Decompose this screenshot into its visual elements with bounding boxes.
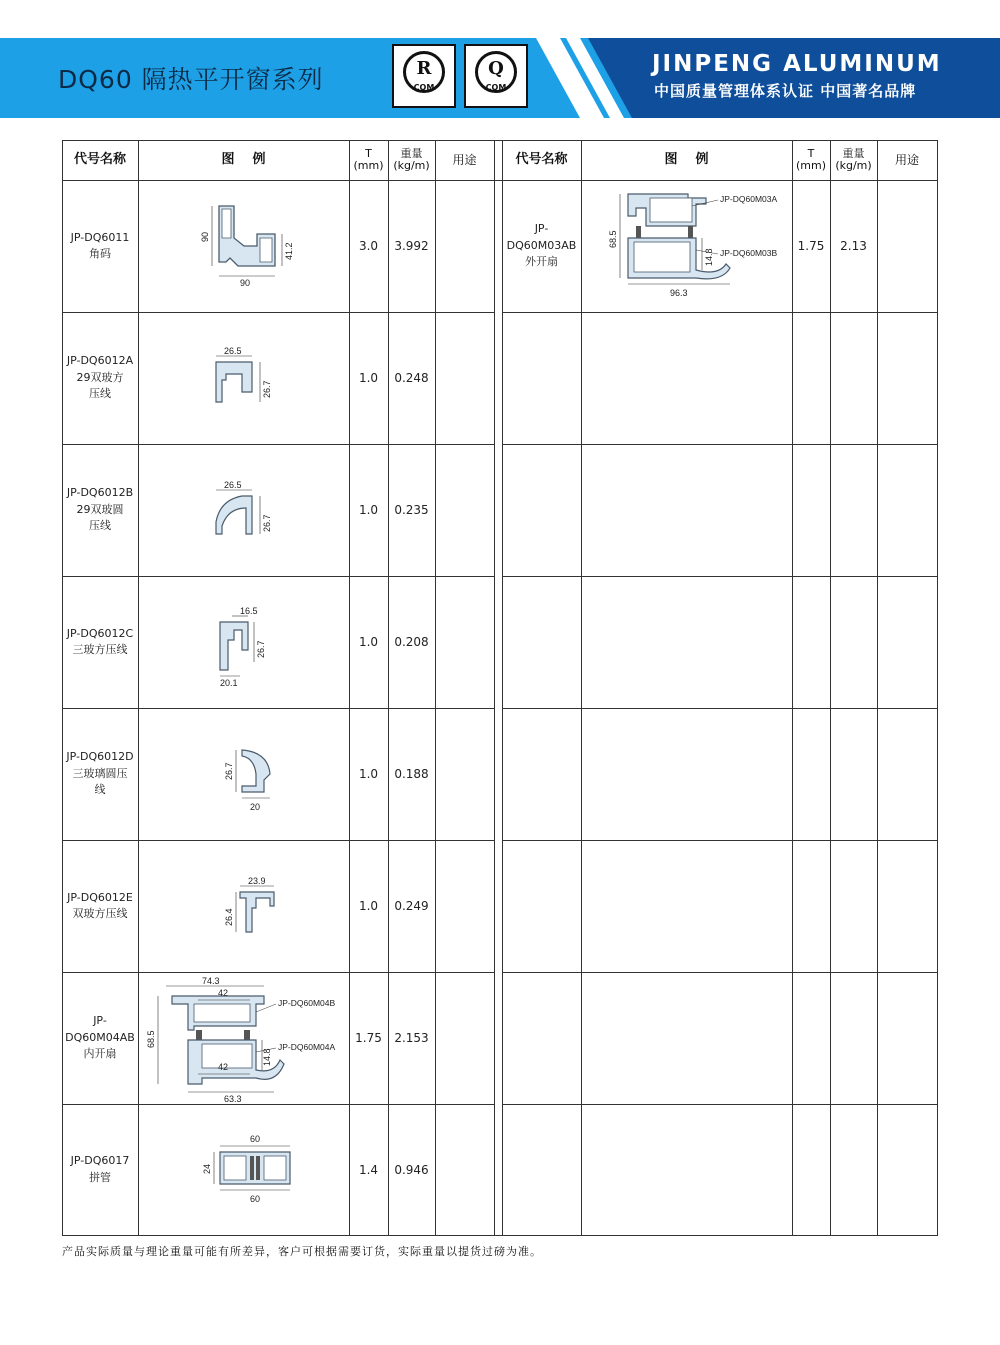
header-code: 代号名称 bbox=[515, 152, 568, 168]
badge-text: CQM bbox=[485, 83, 507, 92]
header-code: 代号名称 bbox=[73, 152, 126, 168]
page-title: DQ60 隔热平开窗系列 bbox=[58, 65, 324, 94]
profile-name: 角码 bbox=[88, 247, 111, 260]
profile-code: JP-DQ6012B bbox=[66, 486, 134, 500]
part-label: JP-DQ60M04B bbox=[278, 998, 336, 1008]
table-border-bottom bbox=[62, 1235, 938, 1236]
profile-name: 内开扇 bbox=[83, 1047, 117, 1061]
dim-label: 42 bbox=[218, 988, 229, 998]
page-header bbox=[0, 0, 1000, 118]
thickness-value: 1.0 bbox=[358, 371, 379, 385]
thickness-value: 1.75 bbox=[797, 239, 825, 253]
dim-label: 41.2 bbox=[284, 242, 294, 260]
profile-drawing bbox=[202, 474, 292, 558]
profile-code: JP-DQ6012C bbox=[66, 626, 134, 640]
column-line bbox=[877, 140, 878, 1236]
row-code-cell bbox=[62, 708, 138, 840]
weight-value: 2.13 bbox=[840, 239, 867, 253]
profile-name: 29双玻圆 压线 bbox=[76, 502, 124, 533]
thickness-value: 1.0 bbox=[358, 635, 379, 649]
profile-name: 29双玻方 压线 bbox=[76, 370, 124, 401]
profile-spec-table bbox=[62, 140, 938, 1236]
badge-glyph: Q bbox=[488, 58, 504, 79]
part-label: JP-DQ60M04A bbox=[278, 1042, 336, 1052]
header-t: T (mm) bbox=[795, 147, 826, 172]
thickness-value: 1.0 bbox=[358, 767, 379, 781]
part-label: JP-DQ60M03A bbox=[720, 194, 778, 204]
weight-value: 0.235 bbox=[394, 503, 429, 517]
weight-value: 3.992 bbox=[394, 239, 429, 253]
thickness-value: 1.0 bbox=[358, 899, 379, 913]
dim-label: 14.8 bbox=[704, 248, 714, 266]
row-code-cell bbox=[62, 840, 138, 972]
row-divider bbox=[502, 576, 938, 577]
column-line bbox=[435, 140, 436, 1236]
profile-name: 三玻方压线 bbox=[72, 643, 128, 656]
certification-badge-q bbox=[464, 44, 528, 108]
dim-label: 24 bbox=[202, 1163, 212, 1174]
profile-drawing bbox=[212, 740, 302, 824]
dim-label: 26.7 bbox=[262, 380, 272, 398]
profile-drawing bbox=[202, 340, 292, 424]
profile-name: 双玻方压线 bbox=[72, 907, 128, 920]
profile-drawing bbox=[212, 870, 302, 954]
header-t: T (mm) bbox=[353, 147, 384, 172]
dim-label: 63.3 bbox=[224, 1094, 242, 1104]
header-figure: 图 例 bbox=[221, 152, 266, 168]
row-divider bbox=[502, 840, 938, 841]
header-use: 用途 bbox=[452, 152, 477, 167]
row-divider bbox=[502, 708, 938, 709]
row-code-cell bbox=[62, 312, 138, 444]
dim-label: 20.1 bbox=[220, 678, 238, 688]
header-figure: 图 例 bbox=[664, 152, 709, 168]
dim-label: 26.7 bbox=[256, 640, 266, 658]
dim-label: 20 bbox=[250, 802, 261, 812]
dim-label: 68.5 bbox=[608, 230, 618, 248]
weight-value: 2.153 bbox=[394, 1031, 429, 1045]
profile-drawing bbox=[184, 1130, 314, 1224]
profile-code: JP-DQ6012D bbox=[66, 750, 134, 764]
certification-badge-r bbox=[392, 44, 456, 108]
dim-label: 60 bbox=[250, 1194, 261, 1204]
profile-code: JP-DQ6017 bbox=[70, 1154, 130, 1167]
header-top-margin bbox=[0, 0, 1000, 38]
dim-label: 60 bbox=[250, 1134, 261, 1144]
profile-name: 拼管 bbox=[88, 1170, 111, 1184]
row-code-cell bbox=[62, 1104, 138, 1235]
profile-code: JP-DQ6012E bbox=[67, 890, 133, 904]
profile-code: JP-DQ60M03AB bbox=[506, 222, 577, 252]
profile-drawing bbox=[182, 198, 312, 302]
header-weight: 重量 (kg/m) bbox=[393, 147, 430, 172]
weight-value: 0.249 bbox=[394, 899, 429, 913]
thickness-value: 1.4 bbox=[358, 1162, 379, 1177]
dim-label: 74.3 bbox=[202, 976, 220, 986]
dim-label: 16.5 bbox=[240, 606, 258, 616]
badge-text: CQM bbox=[413, 83, 435, 92]
row-divider bbox=[502, 1104, 938, 1105]
dim-label: 26.7 bbox=[224, 762, 234, 780]
column-line bbox=[138, 140, 139, 1236]
profile-code: JP-DQ6011 bbox=[70, 230, 130, 244]
profile-drawing bbox=[144, 974, 344, 1106]
thickness-value: 3.0 bbox=[358, 239, 379, 253]
row-divider bbox=[502, 972, 938, 973]
part-label: JP-DQ60M03B bbox=[720, 248, 778, 258]
header-use: 用途 bbox=[894, 152, 919, 167]
profile-name: 三玻璃圆压 线 bbox=[72, 766, 128, 797]
dim-label: 26.5 bbox=[224, 346, 242, 356]
weight-value: 0.188 bbox=[394, 767, 429, 781]
dim-label: 96.3 bbox=[670, 288, 688, 298]
header-weight: 重量 (kg/m) bbox=[835, 147, 872, 172]
dim-label: 68.5 bbox=[146, 1030, 156, 1048]
row-code-cell bbox=[62, 576, 138, 708]
dim-label: 42 bbox=[218, 1062, 229, 1072]
dim-label: 26.7 bbox=[262, 514, 272, 532]
badge-glyph: R bbox=[416, 58, 432, 79]
profile-drawing bbox=[206, 600, 296, 694]
dim-label: 26.5 bbox=[224, 480, 242, 490]
profile-name: 外开扇 bbox=[525, 255, 558, 269]
row-code-cell bbox=[62, 180, 138, 312]
profile-code: JP-DQ60M04AB bbox=[65, 1014, 135, 1044]
brand-subtitle: 中国质量管理体系认证 中国著名品牌 bbox=[654, 82, 917, 100]
profile-drawing bbox=[588, 186, 788, 310]
row-code-cell bbox=[502, 180, 581, 312]
footer-note: 产品实际质量与理论重量可能有所差异，客户可根据需要订货，实际重量以提货过磅为准。 bbox=[62, 1245, 542, 1258]
thickness-value: 1.75 bbox=[355, 1031, 382, 1045]
weight-value: 0.208 bbox=[394, 635, 429, 649]
dim-label: 90 bbox=[240, 278, 251, 288]
column-line bbox=[581, 140, 582, 1236]
column-line bbox=[937, 140, 938, 1236]
weight-value: 0.248 bbox=[394, 371, 429, 385]
row-code-cell bbox=[62, 972, 138, 1104]
row-code-cell bbox=[62, 444, 138, 576]
brand-name: JINPENG ALUMINUM bbox=[652, 51, 942, 77]
column-line bbox=[494, 140, 495, 1236]
dim-label: 90 bbox=[200, 231, 210, 242]
row-divider bbox=[502, 444, 938, 445]
weight-value: 0.946 bbox=[394, 1162, 429, 1177]
profile-code: JP-DQ6012A bbox=[66, 354, 134, 368]
dim-label: 26.4 bbox=[224, 908, 234, 926]
dim-label: 14.8 bbox=[262, 1048, 272, 1066]
dim-label: 23.9 bbox=[248, 876, 266, 886]
row-divider bbox=[502, 312, 938, 313]
thickness-value: 1.0 bbox=[358, 503, 379, 517]
